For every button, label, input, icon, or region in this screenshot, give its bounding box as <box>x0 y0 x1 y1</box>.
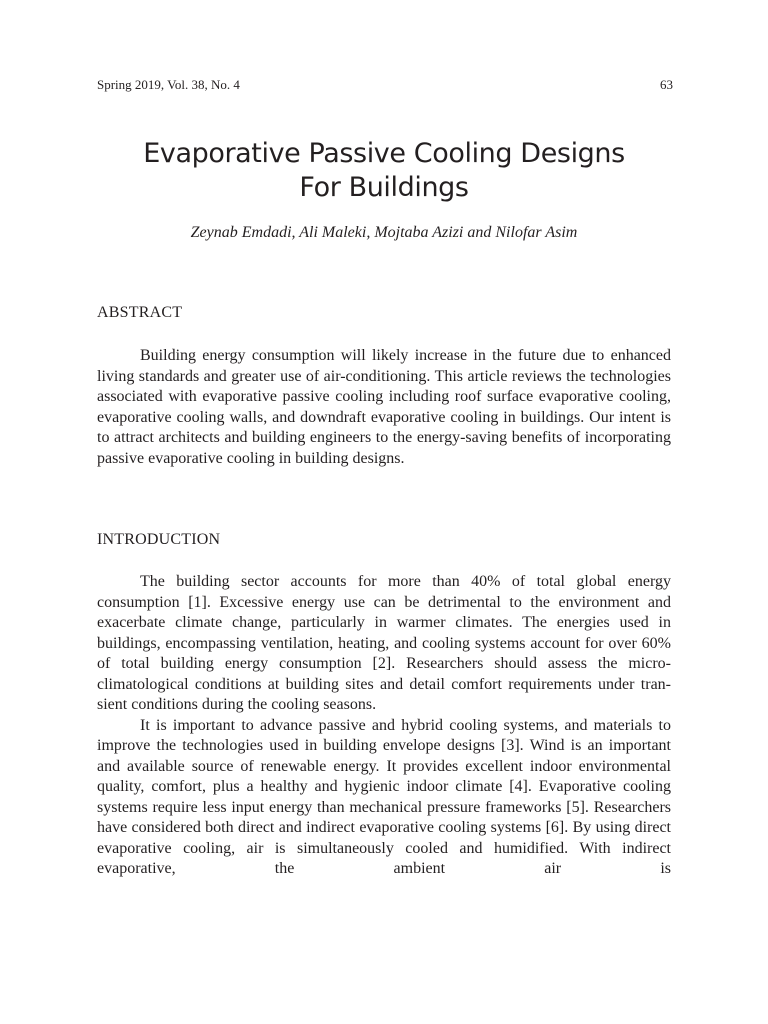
author-list: Zeynab Emdadi, Ali Maleki, Mojtaba Azizi and Nilofar Asim <box>190 224 578 241</box>
page-number: 63 <box>660 77 673 92</box>
running-header <box>97 77 673 93</box>
introduction-paragraph-1: The building sector accounts for more than 40% of total global energy consumption [1]. Excessive energy use can be detrimental to the environment and exacerbate climate change, particularly in warmer climates. The energies used in buildings, encompassing ventilation, heating, and cooling systems account for over 60% of total building energy consumption [2]. Researchers should assess the micro-climatological conditions at building sites and detail comfort requirements under transient conditions during the cooling seasons. <box>97 573 671 713</box>
introduction-paragraph-2: It is important to advance passive and hybrid cooling systems, and materials to improve the technologies used in building envelope designs [3]. Wind is an important and available source of renewable energy. It provides excellent indoor environmental quality, comfort, plus a healthy and hygienic indoor climate [4]. Evaporative cooling systems require less input energy than mechanical pressure frameworks [5]. Researchers have considered both direct and indirect evaporative cooling systems [6]. By using direct evaporative cooling, air is simultaneously cooled and humidified. With indirect evaporative, the ambient air is <box>97 716 671 877</box>
article-title <box>0 137 768 205</box>
abstract-paragraph: Building energy consumption will likely increase in the future due to enhanced living standards and greater use of air-conditioning. This article reviews the technologies associated with evaporative passive cooling including roof surface evaporative cooling, evaporative cooling walls, and downdraft evaporative cooling in buildings. Our intent is to attract architects and building engineers to the energy-saving benefits of incorporating passive evaporative cooling in building designs. <box>97 347 671 467</box>
article-title-line-1: Evaporative Passive Cooling Designs <box>143 138 625 169</box>
abstract-body <box>97 346 671 469</box>
journal-issue: Spring 2019, Vol. 38, No. 4 <box>97 77 240 92</box>
introduction-body <box>97 572 671 880</box>
article-title-line-2: For Buildings <box>299 172 469 203</box>
introduction-heading: INTRODUCTION <box>97 531 221 548</box>
abstract-heading: ABSTRACT <box>97 304 183 321</box>
